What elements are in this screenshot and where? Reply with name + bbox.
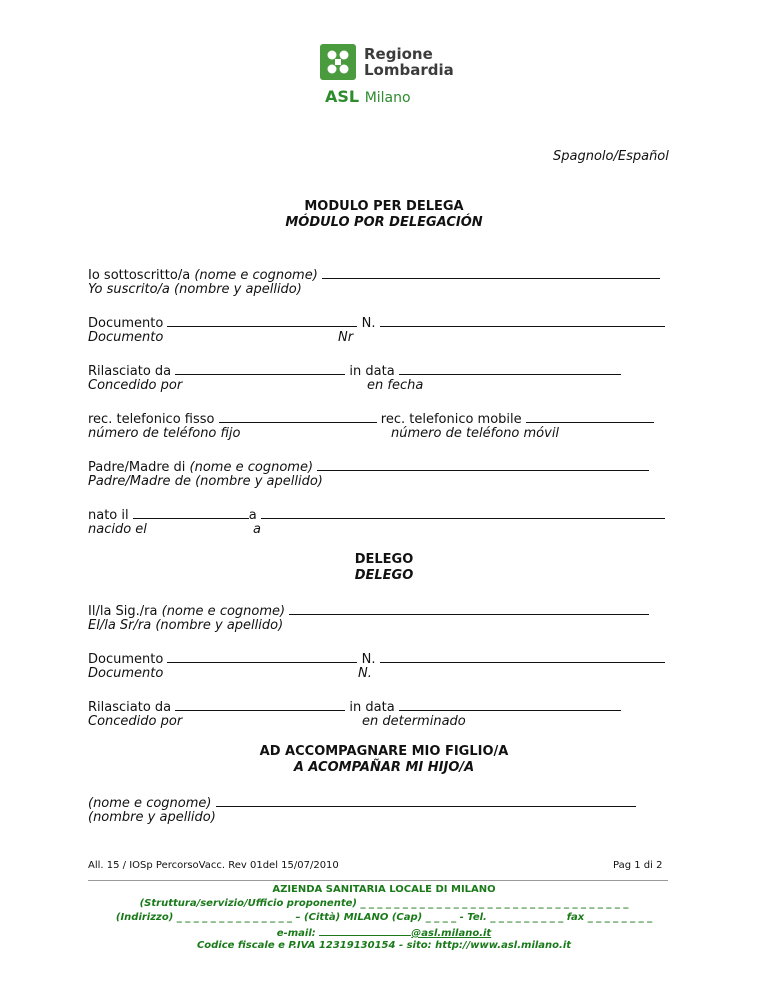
telefono-row xyxy=(88,410,654,427)
regione-lombardia-logo-icon xyxy=(320,44,356,80)
documento2-es: Documento xyxy=(88,666,164,681)
language-label: Spagnolo/Español xyxy=(553,149,669,164)
tel-mobile-label: rec. telefonico mobile xyxy=(380,412,522,427)
footer-tel: - Tel. xyxy=(459,912,487,923)
padre-label: Padre/Madre di xyxy=(88,460,186,475)
footer-indirizzo-row xyxy=(0,912,768,923)
tel-mobile-field[interactable] xyxy=(526,410,654,423)
documento1-es: Documento xyxy=(88,330,164,345)
rilasciato2-field[interactable] xyxy=(175,698,345,711)
padre-es: Padre/Madre de (nombre y apellido) xyxy=(88,474,323,489)
documento2-n-es: N. xyxy=(358,666,372,681)
footer-struttura-row xyxy=(0,898,768,909)
rilasciato2-es: Concedido por xyxy=(88,714,183,729)
rilasciato1-fecha: en fecha xyxy=(367,378,424,393)
asl-text: ASL xyxy=(325,87,360,106)
documento1-n-label: N. xyxy=(361,316,376,331)
rilasciato1-row xyxy=(88,362,621,379)
sottoscritto-es: Yo suscrito/a (nombre y apellido) xyxy=(88,282,302,297)
rilasciato1-es: Concedido por xyxy=(88,378,183,393)
footer-struttura: (Struttura/servizio/Ufficio proponente) xyxy=(139,898,357,909)
logo-line-2: Lombardia xyxy=(364,61,454,79)
documento1-label: Documento xyxy=(88,316,164,331)
rilasciato2-data-label: in data xyxy=(349,700,395,715)
footer-indirizzo-blank: _ _ _ _ _ _ _ _ _ _ _ _ _ _ xyxy=(176,912,293,923)
footer-email-domain[interactable]: @asl.milano.it xyxy=(411,928,492,939)
documento2-n-label: N. xyxy=(361,652,376,667)
documento2-label: Documento xyxy=(88,652,164,667)
accompagnare-it: AD ACCOMPAGNARE MIO FIGLIO/A xyxy=(259,744,509,759)
sottoscritto-label: Io sottoscritto/a xyxy=(88,268,191,283)
rilasciato2-det: en determinado xyxy=(362,714,466,729)
documento1-field[interactable] xyxy=(167,314,357,327)
sig-row xyxy=(88,602,649,619)
footer-ref: All. 15 / IOSp PercorsoVacc. Rev 01del 15/07/2010 xyxy=(88,860,339,871)
rilasciato1-label: Rilasciato da xyxy=(88,364,172,379)
delego-es: DELEGO xyxy=(354,568,414,583)
tel-fisso-es: número de teléfono fijo xyxy=(88,426,241,441)
footer-email-label: e-mail: xyxy=(276,928,316,939)
documento1-nr: Nr xyxy=(338,330,354,345)
footer-fax-blank: _ _ _ _ _ _ _ _ xyxy=(587,912,653,923)
rilasciato2-row xyxy=(88,698,621,715)
documento1-number-field[interactable] xyxy=(380,314,665,327)
nato-date-field[interactable] xyxy=(133,506,249,519)
rilasciato1-field[interactable] xyxy=(175,362,345,375)
tel-mobile-es: número de teléfono móvil xyxy=(391,426,560,441)
sig-label: Il/la Sig./ra xyxy=(88,604,158,619)
documento1-row xyxy=(88,314,665,331)
sig-paren: (nome e cognome) xyxy=(161,604,286,619)
accompagnare-es: A ACOMPAÑAR MI HIJO/A xyxy=(293,760,475,775)
footer-email-blank xyxy=(319,926,411,936)
sig-field[interactable] xyxy=(289,602,649,615)
padre-field[interactable] xyxy=(317,458,649,471)
footer-fax: fax xyxy=(566,912,585,923)
figlio-field[interactable] xyxy=(216,794,636,807)
asl-milano-logo xyxy=(325,87,411,106)
asl-city: Milano xyxy=(364,90,411,106)
nato-a-label: a xyxy=(248,508,257,523)
footer-struttura-blank: _ _ _ _ _ _ _ _ _ _ _ _ _ _ _ _ _ _ _ _ _ _ _ _ _ _ _ _ _ _ _ _ xyxy=(360,898,629,909)
footer-divider xyxy=(88,880,668,881)
nato-label: nato il xyxy=(88,508,129,523)
sottoscritto-field[interactable] xyxy=(322,266,660,279)
title-es: MÓDULO POR DELEGACIÓN xyxy=(285,215,483,230)
footer-azienda: AZIENDA SANITARIA LOCALE DI MILANO xyxy=(272,884,496,895)
tel-fisso-label: rec. telefonico fisso xyxy=(88,412,215,427)
delego-it: DELEGO xyxy=(354,552,414,567)
footer-cap-blank: _ _ _ _ xyxy=(425,912,457,923)
title-it: MODULO PER DELEGA xyxy=(304,199,464,214)
figlio-label: (nome e cognome) xyxy=(88,796,212,811)
documento2-field[interactable] xyxy=(167,650,357,663)
documento2-row xyxy=(88,650,665,667)
figlio-es: (nombre y apellido) xyxy=(88,810,216,825)
sig-es: El/la Sr/ra (nombre y apellido) xyxy=(88,618,284,633)
documento2-number-field[interactable] xyxy=(380,650,665,663)
footer-page: Pag 1 di 2 xyxy=(613,860,663,871)
padre-paren: (nome e cognome) xyxy=(189,460,314,475)
padre-row xyxy=(88,458,649,475)
footer-codice: Codice fiscale e P.IVA 12319130154 - sito: http://www.asl.milano.it xyxy=(196,940,572,951)
rilasciato2-label: Rilasciato da xyxy=(88,700,172,715)
nato-row xyxy=(88,506,665,523)
nato-es: nacido el xyxy=(88,522,147,537)
nato-es-a: a xyxy=(253,522,261,537)
footer-indirizzo: (Indirizzo) xyxy=(115,912,174,923)
footer-citta: – (Città) MILANO (Cap) xyxy=(295,912,423,923)
tel-fisso-field[interactable] xyxy=(219,410,377,423)
logo-line-1: Regione xyxy=(364,45,433,63)
rilasciato2-date-field[interactable] xyxy=(399,698,621,711)
figlio-row xyxy=(88,794,636,811)
rilasciato1-date-field[interactable] xyxy=(399,362,621,375)
sottoscritto-paren: (nome e cognome) xyxy=(194,268,318,283)
footer-email-row xyxy=(0,926,768,939)
sottoscritto-row xyxy=(88,266,660,283)
rilasciato1-data-label: in data xyxy=(349,364,395,379)
footer-tel-blank: _ _ _ _ _ _ _ _ _ xyxy=(490,912,564,923)
nato-place-field[interactable] xyxy=(261,506,665,519)
